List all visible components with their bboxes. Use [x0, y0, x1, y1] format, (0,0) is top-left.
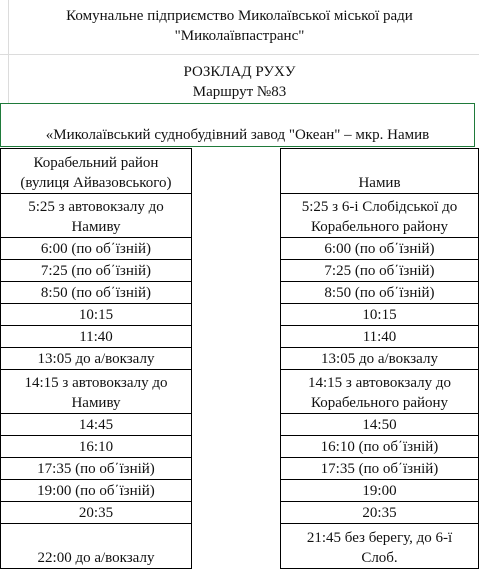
column-gap	[192, 304, 281, 326]
schedule-table	[0, 148, 479, 569]
departure-text: 17:35 (по об΄їзній)	[37, 461, 155, 477]
departure-text: 6:00 (по об΄їзній)	[40, 241, 152, 257]
column-gap	[192, 260, 281, 282]
column-header-right[interactable]	[281, 149, 479, 194]
departure-text: 16:10 (по об΄їзній)	[320, 439, 439, 455]
schedule-title: РОЗКЛАД РУХУ	[183, 64, 296, 80]
departure-cell-left[interactable]	[1, 348, 192, 370]
departure-cell-right[interactable]	[281, 282, 479, 304]
departure-cell-right[interactable]	[281, 524, 479, 569]
departure-text: 6:00 (по об΄їзній)	[324, 241, 435, 257]
departure-cell-right[interactable]	[281, 304, 479, 326]
departure-cell-left[interactable]	[1, 502, 192, 524]
schedule-row	[1, 238, 479, 260]
sheet-gridline	[0, 54, 479, 55]
departure-text: 19:00 (по об΄їзній)	[37, 483, 155, 499]
departure-cell-right[interactable]	[281, 348, 479, 370]
departure-text: 11:40	[79, 329, 113, 345]
route-name-cell[interactable]	[0, 103, 475, 147]
departure-text: 20:35	[362, 505, 397, 521]
column-gap	[192, 238, 281, 260]
departure-text: 5:25 з 6-і Слобідської до	[301, 199, 458, 215]
departure-text: 7:25 (по об΄їзній)	[40, 263, 152, 279]
schedule-row	[1, 458, 479, 480]
column-header-right-line2: Намив	[358, 175, 401, 191]
column-gap	[192, 326, 281, 348]
departure-text: Намиву	[71, 219, 121, 235]
departure-text: 10:15	[78, 307, 114, 323]
column-gap	[192, 149, 281, 194]
departure-text: 13:05 до а/вокзалу	[37, 351, 155, 367]
departure-text: 8:50 (по об΄їзній)	[324, 285, 435, 301]
departure-text: 21:45 без берегу, до 6-ї	[306, 530, 453, 546]
departure-text: 14:50	[362, 417, 397, 433]
departure-text: 11:40	[362, 329, 397, 345]
departure-text: 14:15 з автовокзалу до	[24, 375, 168, 391]
schedule-row	[1, 282, 479, 304]
departure-text: 17:35 (по об΄їзній)	[320, 461, 439, 477]
departure-cell-right[interactable]	[281, 238, 479, 260]
departure-text: 22:00 до а/вокзалу	[37, 550, 155, 566]
column-gap	[192, 480, 281, 502]
schedule-row	[1, 194, 479, 238]
departure-cell-left[interactable]	[1, 480, 192, 502]
departure-text: Слоб.	[361, 550, 398, 566]
column-header-row	[1, 149, 479, 194]
departure-cell-left[interactable]	[1, 304, 192, 326]
departure-cell-right[interactable]	[281, 260, 479, 282]
route-number: Маршрут №83	[192, 84, 287, 100]
departure-cell-left[interactable]	[1, 326, 192, 348]
departure-text: 13:05 до а/вокзалу	[321, 351, 438, 367]
departure-cell-right[interactable]	[281, 436, 479, 458]
column-gap	[192, 436, 281, 458]
column-gap	[192, 348, 281, 370]
column-header-left[interactable]	[1, 149, 192, 194]
schedule-row	[1, 502, 479, 524]
departure-text: 10:15	[362, 307, 397, 323]
departure-cell-right[interactable]	[281, 326, 479, 348]
schedule-row	[1, 480, 479, 502]
schedule-row	[1, 436, 479, 458]
departure-text: 7:25 (по об΄їзній)	[324, 263, 435, 279]
departure-cell-left[interactable]	[1, 260, 192, 282]
schedule-row	[1, 260, 479, 282]
schedule-row	[1, 414, 479, 436]
departure-cell-left[interactable]	[1, 282, 192, 304]
departure-cell-left[interactable]	[1, 458, 192, 480]
departure-cell-right[interactable]	[281, 502, 479, 524]
departure-cell-right[interactable]	[281, 414, 479, 436]
organization-name	[0, 6, 479, 46]
column-gap	[192, 414, 281, 436]
schedule-row	[1, 370, 479, 414]
schedule-row	[1, 304, 479, 326]
departure-cell-left[interactable]	[1, 370, 192, 414]
departure-cell-left[interactable]	[1, 524, 192, 569]
departure-text: 20:35	[78, 505, 114, 521]
organization-line-2: "Миколаївпастранс"	[174, 28, 305, 44]
schedule-row	[1, 524, 479, 569]
route-name: «Миколаївський суднобудівний завод "Океан" – мкр. Намив	[45, 127, 430, 143]
column-gap	[192, 502, 281, 524]
schedule-row	[1, 326, 479, 348]
departure-cell-left[interactable]	[1, 194, 192, 238]
departure-text: 16:10	[78, 439, 114, 455]
departure-text: 8:50 (по об΄їзній)	[40, 285, 152, 301]
departure-cell-right[interactable]	[281, 480, 479, 502]
departure-text: Намиву	[71, 395, 121, 411]
departure-cell-right[interactable]	[281, 458, 479, 480]
departure-text: 14:15 з автовокзалу до	[308, 375, 451, 391]
column-gap	[192, 524, 281, 569]
organization-line-1: Комунальне підприємство Миколаївської міської ради	[66, 8, 413, 24]
departure-text: Корабельного району	[310, 219, 449, 235]
departure-cell-right[interactable]	[281, 194, 479, 238]
column-header-left-line2: (вулиця Айвазовського)	[20, 175, 172, 191]
departure-cell-left[interactable]	[1, 238, 192, 260]
departure-text: 19:00	[362, 483, 397, 499]
departure-cell-left[interactable]	[1, 414, 192, 436]
departure-cell-right[interactable]	[281, 370, 479, 414]
departure-text: 14:45	[78, 417, 114, 433]
schedule-heading	[0, 62, 479, 102]
column-header-left-line1: Корабельний район	[33, 155, 159, 171]
column-gap	[192, 194, 281, 238]
column-gap	[192, 282, 281, 304]
column-gap	[192, 370, 281, 414]
departure-cell-left[interactable]	[1, 436, 192, 458]
schedule-row	[1, 348, 479, 370]
departure-text: Корабельного району	[310, 395, 449, 411]
departure-text: 5:25 з автовокзалу до	[28, 199, 164, 215]
column-gap	[192, 458, 281, 480]
